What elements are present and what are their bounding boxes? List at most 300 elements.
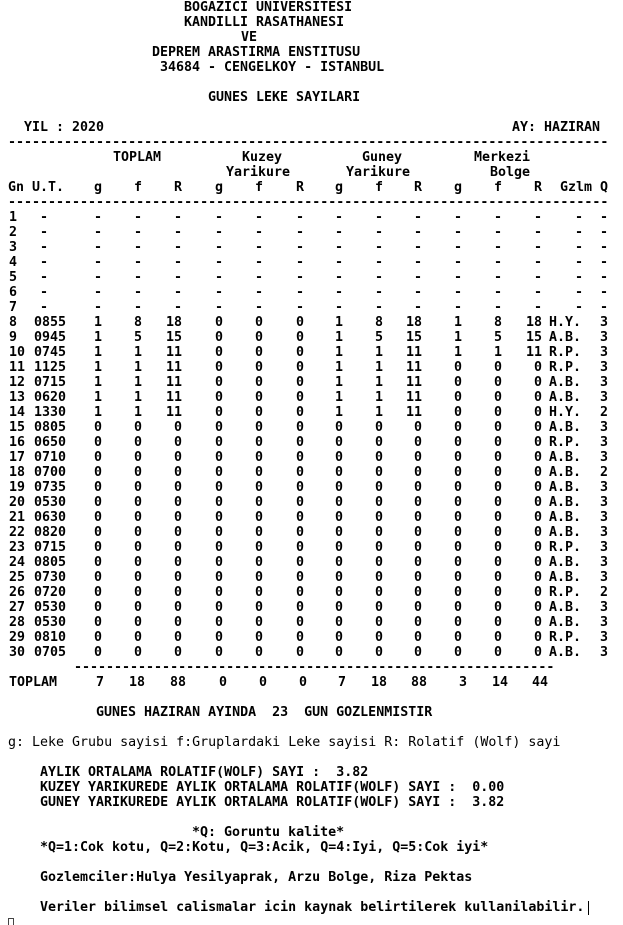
cell-gn: 2 bbox=[9, 225, 18, 240]
cell-merkezi-r: - bbox=[533, 285, 542, 300]
cell-guney-f: - bbox=[374, 285, 383, 300]
observed-days: GUNES HAZIRAN AYINDA 23 GUN GOZLENMISTIR bbox=[96, 705, 433, 720]
cell-merkezi-r: - bbox=[533, 270, 542, 285]
cell-gzlm: H.Y. bbox=[549, 405, 582, 420]
cell-kuzey-r: 0 bbox=[295, 420, 304, 435]
cell-toplam-r: 11 bbox=[165, 375, 182, 390]
cell-merkezi-g: - bbox=[453, 285, 462, 300]
cell-gn: 17 bbox=[9, 450, 26, 465]
cell-kuzey-f: 0 bbox=[254, 645, 263, 660]
column-header-merkezi-f: f bbox=[493, 180, 502, 195]
cell-kuzey-r: 0 bbox=[295, 360, 304, 375]
cell-guney-r: 0 bbox=[413, 555, 422, 570]
group-toplam: TOPLAM bbox=[113, 150, 162, 165]
cell-kuzey-f: - bbox=[254, 270, 263, 285]
cell-kuzey-g: - bbox=[214, 255, 223, 270]
cell-merkezi-g: 0 bbox=[453, 480, 462, 495]
cell-ut: 1125 bbox=[34, 360, 67, 375]
cell-toplam-r: 0 bbox=[173, 450, 182, 465]
cell-merkezi-f: 0 bbox=[493, 630, 502, 645]
cell-guney-f: 0 bbox=[374, 450, 383, 465]
cell-toplam-g: - bbox=[93, 285, 102, 300]
cell-toplam-g: 0 bbox=[93, 495, 102, 510]
cell-gn: 15 bbox=[9, 420, 26, 435]
cell-gn: 1 bbox=[9, 210, 18, 225]
cell-gn: 6 bbox=[9, 285, 18, 300]
cell-gn: 10 bbox=[9, 345, 26, 360]
cell-toplam-g: 0 bbox=[93, 510, 102, 525]
group-guney-2: Yarikure bbox=[346, 165, 411, 180]
column-header-guney-r: R bbox=[413, 180, 422, 195]
cell-kuzey-g: 0 bbox=[214, 585, 223, 600]
cell-merkezi-f: 0 bbox=[493, 480, 502, 495]
cell-kuzey-r: 0 bbox=[295, 315, 304, 330]
cell-merkezi-f: 0 bbox=[493, 570, 502, 585]
cell-merkezi-r: 0 bbox=[533, 510, 542, 525]
total-kuzey-f: 0 bbox=[258, 675, 267, 690]
cell-merkezi-f: - bbox=[493, 285, 502, 300]
cell-ut: 0530 bbox=[34, 600, 67, 615]
cell-q: 3 bbox=[599, 375, 608, 390]
cell-kuzey-f: 0 bbox=[254, 465, 263, 480]
cell-kuzey-r: 0 bbox=[295, 630, 304, 645]
total-kuzey-r: 0 bbox=[298, 675, 307, 690]
cell-merkezi-r: 0 bbox=[533, 465, 542, 480]
cell-merkezi-f: 0 bbox=[493, 360, 502, 375]
cell-merkezi-g: 0 bbox=[453, 465, 462, 480]
cell-guney-f: 0 bbox=[374, 435, 383, 450]
cell-toplam-g: - bbox=[93, 210, 102, 225]
cell-toplam-f: 0 bbox=[133, 480, 142, 495]
cell-gzlm: - bbox=[574, 285, 583, 300]
cell-guney-r: - bbox=[413, 270, 422, 285]
cell-toplam-r: 0 bbox=[173, 420, 182, 435]
cell-q: 3 bbox=[599, 450, 608, 465]
cell-gzlm: A.B. bbox=[549, 495, 582, 510]
cell-guney-g: - bbox=[334, 270, 343, 285]
cell-toplam-g: 0 bbox=[93, 615, 102, 630]
cell-toplam-r: - bbox=[173, 270, 182, 285]
cell-toplam-g: - bbox=[93, 240, 102, 255]
cell-q: 3 bbox=[599, 480, 608, 495]
cell-merkezi-g: 0 bbox=[453, 615, 462, 630]
cell-guney-g: 0 bbox=[334, 480, 343, 495]
cell-toplam-f: 0 bbox=[133, 435, 142, 450]
cell-guney-r: 0 bbox=[413, 435, 422, 450]
cell-gzlm: A.B. bbox=[549, 450, 582, 465]
cell-toplam-f: 0 bbox=[133, 465, 142, 480]
cell-guney-r: 11 bbox=[405, 360, 422, 375]
column-header-merkezi-g: g bbox=[453, 180, 462, 195]
cell-ut: 0805 bbox=[34, 420, 67, 435]
cell-toplam-f: 0 bbox=[133, 420, 142, 435]
cell-kuzey-g: 0 bbox=[214, 480, 223, 495]
cell-merkezi-r: 18 bbox=[525, 315, 542, 330]
total-merkezi-r: 44 bbox=[531, 675, 548, 690]
cell-merkezi-r: - bbox=[533, 210, 542, 225]
cell-gn: 13 bbox=[9, 390, 26, 405]
cell-toplam-f: 0 bbox=[133, 495, 142, 510]
cell-guney-f: 0 bbox=[374, 540, 383, 555]
cell-ut: 0855 bbox=[34, 315, 67, 330]
cell-kuzey-f: 0 bbox=[254, 585, 263, 600]
cell-merkezi-r: 0 bbox=[533, 480, 542, 495]
month-label: AY: HAZIRAN bbox=[512, 120, 601, 135]
cell-ut: 0530 bbox=[34, 495, 67, 510]
cell-merkezi-f: 0 bbox=[493, 540, 502, 555]
cell-kuzey-f: - bbox=[254, 210, 263, 225]
cell-toplam-f: 1 bbox=[133, 345, 142, 360]
cell-toplam-r: - bbox=[173, 210, 182, 225]
cell-gn: 23 bbox=[9, 540, 26, 555]
group-merkezi-2: Bolge bbox=[490, 165, 531, 180]
cell-ut: 0530 bbox=[34, 615, 67, 630]
cell-toplam-r: 0 bbox=[173, 510, 182, 525]
cell-merkezi-f: 1 bbox=[493, 345, 502, 360]
cell-ut: 0620 bbox=[34, 390, 67, 405]
total-merkezi-f: 14 bbox=[491, 675, 508, 690]
column-header-gn: Gn bbox=[8, 180, 25, 195]
cell-merkezi-g: 0 bbox=[453, 525, 462, 540]
cell-merkezi-f: 0 bbox=[493, 615, 502, 630]
cell-gzlm: R.P. bbox=[549, 540, 582, 555]
cell-guney-f: 1 bbox=[374, 390, 383, 405]
cell-toplam-f: - bbox=[133, 255, 142, 270]
cell-toplam-f: 0 bbox=[133, 600, 142, 615]
cell-gzlm: R.P. bbox=[549, 345, 582, 360]
totals-label: TOPLAM bbox=[9, 675, 58, 690]
cell-guney-f: - bbox=[374, 210, 383, 225]
cell-gzlm: R.P. bbox=[549, 585, 582, 600]
cell-merkezi-g: 0 bbox=[453, 510, 462, 525]
cell-guney-r: 0 bbox=[413, 630, 422, 645]
cell-merkezi-g: 0 bbox=[453, 450, 462, 465]
cell-merkezi-g: 0 bbox=[453, 360, 462, 375]
cell-q: - bbox=[599, 270, 608, 285]
cell-kuzey-g: 0 bbox=[214, 465, 223, 480]
cell-kuzey-r: 0 bbox=[295, 345, 304, 360]
cell-gzlm: A.B. bbox=[549, 420, 582, 435]
cell-merkezi-f: - bbox=[493, 210, 502, 225]
cell-toplam-f: 0 bbox=[133, 450, 142, 465]
cell-merkezi-g: 0 bbox=[453, 555, 462, 570]
cell-guney-g: - bbox=[334, 210, 343, 225]
cell-toplam-r: - bbox=[173, 225, 182, 240]
cell-gzlm: A.B. bbox=[549, 465, 582, 480]
cell-merkezi-r: 0 bbox=[533, 420, 542, 435]
cell-q: 2 bbox=[599, 585, 608, 600]
observers: Gozlemciler:Hulya Yesilyaprak, Arzu Bolge, Riza Pektas bbox=[40, 870, 473, 885]
cell-toplam-f: 5 bbox=[133, 330, 142, 345]
cell-merkezi-r: 0 bbox=[533, 360, 542, 375]
cell-kuzey-r: - bbox=[295, 270, 304, 285]
total-guney-g: 7 bbox=[337, 675, 346, 690]
cell-guney-g: 0 bbox=[334, 600, 343, 615]
cell-kuzey-g: - bbox=[214, 225, 223, 240]
cell-ut: - bbox=[40, 225, 49, 240]
cell-merkezi-g: - bbox=[453, 225, 462, 240]
cell-q: 2 bbox=[599, 405, 608, 420]
cell-q: - bbox=[599, 225, 608, 240]
cell-q: - bbox=[599, 240, 608, 255]
cell-kuzey-r: 0 bbox=[295, 645, 304, 660]
cell-q: 3 bbox=[599, 435, 608, 450]
cell-guney-g: - bbox=[334, 255, 343, 270]
cell-toplam-f: 0 bbox=[133, 630, 142, 645]
cell-kuzey-r: 0 bbox=[295, 390, 304, 405]
institution-line-4: DEPREM ARASTIRMA ENSTITUSU bbox=[152, 45, 361, 60]
cell-toplam-g: 0 bbox=[93, 450, 102, 465]
cell-kuzey-g: 0 bbox=[214, 345, 223, 360]
cell-guney-g: 0 bbox=[334, 555, 343, 570]
cell-gzlm: - bbox=[574, 225, 583, 240]
cell-merkezi-f: - bbox=[493, 240, 502, 255]
cell-toplam-g: 0 bbox=[93, 540, 102, 555]
cell-guney-g: 0 bbox=[334, 645, 343, 660]
total-toplam-g: 7 bbox=[95, 675, 104, 690]
cell-gn: 11 bbox=[9, 360, 26, 375]
cell-kuzey-f: 0 bbox=[254, 480, 263, 495]
cell-merkezi-g: 0 bbox=[453, 600, 462, 615]
cell-merkezi-r: 0 bbox=[533, 615, 542, 630]
cell-guney-r: 0 bbox=[413, 480, 422, 495]
cell-merkezi-r: - bbox=[533, 255, 542, 270]
cell-merkezi-g: 0 bbox=[453, 420, 462, 435]
cell-ut: 0700 bbox=[34, 465, 67, 480]
cell-kuzey-f: - bbox=[254, 255, 263, 270]
cell-merkezi-g: 0 bbox=[453, 435, 462, 450]
cell-q: - bbox=[599, 210, 608, 225]
cell-kuzey-f: 0 bbox=[254, 375, 263, 390]
cell-kuzey-g: - bbox=[214, 285, 223, 300]
cell-kuzey-f: 0 bbox=[254, 435, 263, 450]
cell-toplam-g: - bbox=[93, 255, 102, 270]
cell-kuzey-r: 0 bbox=[295, 465, 304, 480]
cell-guney-g: 0 bbox=[334, 450, 343, 465]
cell-ut: 0720 bbox=[34, 585, 67, 600]
cell-guney-g: - bbox=[334, 300, 343, 315]
cell-merkezi-f: 0 bbox=[493, 375, 502, 390]
cell-guney-g: 0 bbox=[334, 570, 343, 585]
column-header-toplam-g: g bbox=[93, 180, 102, 195]
cell-toplam-g: 0 bbox=[93, 480, 102, 495]
cell-ut: 1330 bbox=[34, 405, 67, 420]
cell-guney-g: 0 bbox=[334, 510, 343, 525]
cell-guney-f: 0 bbox=[374, 495, 383, 510]
cell-ut: 0710 bbox=[34, 450, 67, 465]
cell-guney-r: 0 bbox=[413, 600, 422, 615]
separator-total: ------------------------------------------------------------ bbox=[74, 660, 555, 675]
cell-guney-f: 0 bbox=[374, 645, 383, 660]
separator-header: --------------------------------------------------------------------------- bbox=[8, 195, 608, 210]
cell-merkezi-r: 0 bbox=[533, 495, 542, 510]
cell-gzlm: A.B. bbox=[549, 510, 582, 525]
cell-kuzey-f: 0 bbox=[254, 495, 263, 510]
year-label: YIL : 2020 bbox=[24, 120, 105, 135]
cell-toplam-g: 0 bbox=[93, 570, 102, 585]
cell-guney-g: 0 bbox=[334, 540, 343, 555]
cell-q: - bbox=[599, 255, 608, 270]
total-merkezi-g: 3 bbox=[458, 675, 467, 690]
cell-guney-r: 0 bbox=[413, 645, 422, 660]
cell-gn: 24 bbox=[9, 555, 26, 570]
cell-guney-f: 1 bbox=[374, 375, 383, 390]
cell-guney-r: 0 bbox=[413, 525, 422, 540]
cell-toplam-f: 0 bbox=[133, 510, 142, 525]
cell-guney-r: 0 bbox=[413, 420, 422, 435]
cell-kuzey-f: 0 bbox=[254, 450, 263, 465]
cell-guney-f: 0 bbox=[374, 615, 383, 630]
cell-gzlm: R.P. bbox=[549, 435, 582, 450]
cell-merkezi-f: 0 bbox=[493, 465, 502, 480]
cell-merkezi-f: 5 bbox=[493, 330, 502, 345]
cell-merkezi-g: 0 bbox=[453, 390, 462, 405]
cell-merkezi-g: 1 bbox=[453, 330, 462, 345]
cell-toplam-f: 1 bbox=[133, 390, 142, 405]
cell-gn: 19 bbox=[9, 480, 26, 495]
cell-gn: 29 bbox=[9, 630, 26, 645]
cell-kuzey-f: 0 bbox=[254, 315, 263, 330]
cell-toplam-f: 1 bbox=[133, 360, 142, 375]
column-header-toplam-f: f bbox=[133, 180, 142, 195]
cell-merkezi-f: 0 bbox=[493, 390, 502, 405]
column-header-kuzey-f: f bbox=[254, 180, 263, 195]
cell-merkezi-f: - bbox=[493, 270, 502, 285]
cell-q: 3 bbox=[599, 390, 608, 405]
cell-gn: 21 bbox=[9, 510, 26, 525]
column-header-kuzey-g: g bbox=[214, 180, 223, 195]
cell-toplam-g: 1 bbox=[93, 390, 102, 405]
cell-guney-f: 8 bbox=[374, 315, 383, 330]
cell-guney-g: 0 bbox=[334, 630, 343, 645]
institution-address: 34684 - CENGELKOY - ISTANBUL bbox=[160, 60, 385, 75]
cell-toplam-r: 0 bbox=[173, 645, 182, 660]
cell-kuzey-r: 0 bbox=[295, 480, 304, 495]
column-header-merkezi-r: R bbox=[533, 180, 542, 195]
cell-kuzey-f: 0 bbox=[254, 390, 263, 405]
cell-merkezi-r: - bbox=[533, 240, 542, 255]
cell-toplam-r: - bbox=[173, 285, 182, 300]
cell-ut: 0735 bbox=[34, 480, 67, 495]
cell-toplam-r: 0 bbox=[173, 465, 182, 480]
cell-toplam-f: 0 bbox=[133, 645, 142, 660]
cell-kuzey-r: 0 bbox=[295, 375, 304, 390]
page-title: GUNES LEKE SAYILARI bbox=[208, 90, 361, 105]
cell-guney-r: 11 bbox=[405, 390, 422, 405]
cell-toplam-f: 8 bbox=[133, 315, 142, 330]
cell-merkezi-f: - bbox=[493, 225, 502, 240]
cell-guney-r: 0 bbox=[413, 615, 422, 630]
cell-toplam-r: 15 bbox=[165, 330, 182, 345]
cell-merkezi-r: 0 bbox=[533, 375, 542, 390]
cell-kuzey-f: 0 bbox=[254, 555, 263, 570]
cell-gzlm: A.B. bbox=[549, 645, 582, 660]
cell-kuzey-g: 0 bbox=[214, 630, 223, 645]
cell-toplam-f: 0 bbox=[133, 570, 142, 585]
cell-guney-g: 1 bbox=[334, 405, 343, 420]
cell-ut: 0810 bbox=[34, 630, 67, 645]
cell-toplam-f: 1 bbox=[133, 405, 142, 420]
cell-toplam-r: - bbox=[173, 255, 182, 270]
cell-toplam-r: 0 bbox=[173, 525, 182, 540]
cell-merkezi-g: - bbox=[453, 300, 462, 315]
cell-kuzey-f: - bbox=[254, 300, 263, 315]
cell-gzlm: R.P. bbox=[549, 360, 582, 375]
cell-kuzey-f: 0 bbox=[254, 600, 263, 615]
group-kuzey-1: Kuzey bbox=[242, 150, 283, 165]
cell-kuzey-f: 0 bbox=[254, 630, 263, 645]
cell-merkezi-r: 0 bbox=[533, 555, 542, 570]
cell-toplam-g: - bbox=[93, 300, 102, 315]
cell-kuzey-r: 0 bbox=[295, 405, 304, 420]
cell-kuzey-g: 0 bbox=[214, 315, 223, 330]
cell-guney-g: 1 bbox=[334, 315, 343, 330]
cell-guney-r: 11 bbox=[405, 375, 422, 390]
cell-merkezi-g: 0 bbox=[453, 630, 462, 645]
cell-gn: 8 bbox=[9, 315, 18, 330]
cell-toplam-g: 0 bbox=[93, 555, 102, 570]
column-header-toplam-r: R bbox=[173, 180, 182, 195]
cell-q: 3 bbox=[599, 525, 608, 540]
cell-kuzey-g: 0 bbox=[214, 510, 223, 525]
column-header-guney-f: f bbox=[374, 180, 383, 195]
cell-merkezi-r: 0 bbox=[533, 630, 542, 645]
cell-guney-g: - bbox=[334, 225, 343, 240]
cell-toplam-g: 1 bbox=[93, 405, 102, 420]
cell-q: 3 bbox=[599, 330, 608, 345]
column-header-kuzey-r: R bbox=[295, 180, 304, 195]
cell-guney-f: 0 bbox=[374, 630, 383, 645]
cell-ut: - bbox=[40, 300, 49, 315]
cell-ut: 0715 bbox=[34, 375, 67, 390]
cell-toplam-g: - bbox=[93, 225, 102, 240]
cell-gn: 12 bbox=[9, 375, 26, 390]
cell-gn: 9 bbox=[9, 330, 18, 345]
cell-toplam-g: 0 bbox=[93, 585, 102, 600]
cell-q: 3 bbox=[599, 570, 608, 585]
cell-gzlm: A.B. bbox=[549, 525, 582, 540]
cell-toplam-g: 0 bbox=[93, 525, 102, 540]
cell-guney-g: 1 bbox=[334, 360, 343, 375]
cell-gzlm: H.Y. bbox=[549, 315, 582, 330]
cell-merkezi-r: 0 bbox=[533, 405, 542, 420]
cell-kuzey-f: - bbox=[254, 285, 263, 300]
cell-kuzey-g: 0 bbox=[214, 405, 223, 420]
cell-merkezi-f: 0 bbox=[493, 645, 502, 660]
cell-gzlm: - bbox=[574, 210, 583, 225]
cell-toplam-r: 18 bbox=[165, 315, 182, 330]
cell-merkezi-f: 0 bbox=[493, 435, 502, 450]
cell-kuzey-g: 0 bbox=[214, 600, 223, 615]
cell-ut: 0820 bbox=[34, 525, 67, 540]
cell-toplam-g: 0 bbox=[93, 600, 102, 615]
cell-guney-r: - bbox=[413, 225, 422, 240]
text-cursor bbox=[588, 901, 589, 915]
cell-kuzey-g: 0 bbox=[214, 450, 223, 465]
cell-kuzey-g: 0 bbox=[214, 555, 223, 570]
total-toplam-r: 88 bbox=[169, 675, 186, 690]
cell-guney-g: 0 bbox=[334, 465, 343, 480]
cell-gn: 20 bbox=[9, 495, 26, 510]
cell-kuzey-r: 0 bbox=[295, 585, 304, 600]
cell-guney-f: 0 bbox=[374, 420, 383, 435]
cell-toplam-f: - bbox=[133, 285, 142, 300]
quality-scale: *Q=1:Cok kotu, Q=2:Kotu, Q=3:Acik, Q=4:Iyi, Q=5:Cok iyi* bbox=[40, 840, 489, 855]
cell-q: 3 bbox=[599, 495, 608, 510]
cell-q: 3 bbox=[599, 360, 608, 375]
cell-kuzey-r: 0 bbox=[295, 555, 304, 570]
cell-toplam-f: 0 bbox=[133, 555, 142, 570]
